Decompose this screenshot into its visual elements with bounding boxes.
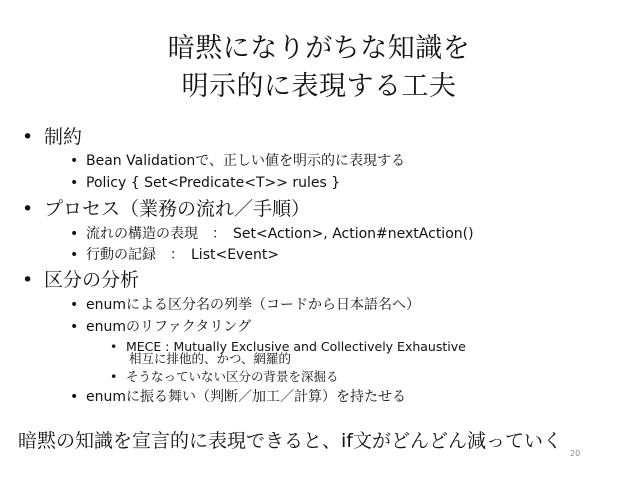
page-number: 20 <box>570 449 581 458</box>
sub-bullet-flow-structure <box>70 225 474 243</box>
bullet-text: Policy { Set<Predicate<T>> rules } <box>86 175 341 191</box>
bullet-label: 制約 <box>44 126 83 148</box>
bullet-text: 流れの構造の表現 ： Set<Action>, Action#nextAction() <box>86 226 474 242</box>
bullet-text: 行動の記録 ： List<Event> <box>86 247 280 263</box>
sub-bullet-enum-list <box>70 296 420 314</box>
slide-title-line-1: 暗黙になりがちな知識を <box>167 33 471 64</box>
sub-bullet-policy <box>70 174 340 192</box>
bullet-dot: • <box>110 339 118 354</box>
bullet-dot: • <box>70 389 79 405</box>
bullet-dot: • <box>22 198 34 220</box>
bullet-text: enumによる区分名の列挙（コードから日本語名へ） <box>86 297 420 313</box>
bullet-dot: • <box>22 126 34 148</box>
sub-bullet-enum-refactoring <box>70 318 251 336</box>
bullet-dot: • <box>70 153 79 169</box>
bullet-dot: • <box>70 297 79 313</box>
bullet-dot: • <box>70 226 79 242</box>
bullet-dot: • <box>22 269 34 291</box>
bullet-dot: • <box>110 369 118 384</box>
bullet-text: enumに振る舞い（判断／加工／計算）を持たせる <box>86 389 406 405</box>
bullet-text: そうなっていない区分の背景を深掘る <box>126 369 339 384</box>
sub-bullet-action-record <box>70 246 279 264</box>
bullet-classification <box>22 268 139 292</box>
bullet-dot: • <box>70 175 79 191</box>
bullet-text: enumのリファクタリング <box>86 319 252 335</box>
slide-title-line-2: 明示的に表現する工夫 <box>181 71 457 102</box>
sub-sub-bullet-dig-background <box>110 369 339 384</box>
sub-bullet-enum-behavior <box>70 388 406 406</box>
bullet-constraints <box>22 125 82 149</box>
bullet-text: MECE : Mutually Exclusive and Collectively Exhaustive <box>126 339 466 354</box>
bullet-dot: • <box>70 319 79 335</box>
bullet-process <box>22 197 310 221</box>
bullet-dot: • <box>70 247 79 263</box>
sub-bullet-bean-validation <box>70 152 405 170</box>
bullet-label: プロセス（業務の流れ／手順） <box>44 198 311 220</box>
footer-summary: 暗黙の知識を宣言的に表現できると、if文がどんどん減っていく <box>18 430 562 452</box>
mece-translation: 相互に排他的、かつ、網羅的 <box>129 351 292 366</box>
bullet-text: Bean Validationで、正しい値を明示的に表現する <box>86 153 405 169</box>
bullet-label: 区分の分析 <box>44 269 140 291</box>
